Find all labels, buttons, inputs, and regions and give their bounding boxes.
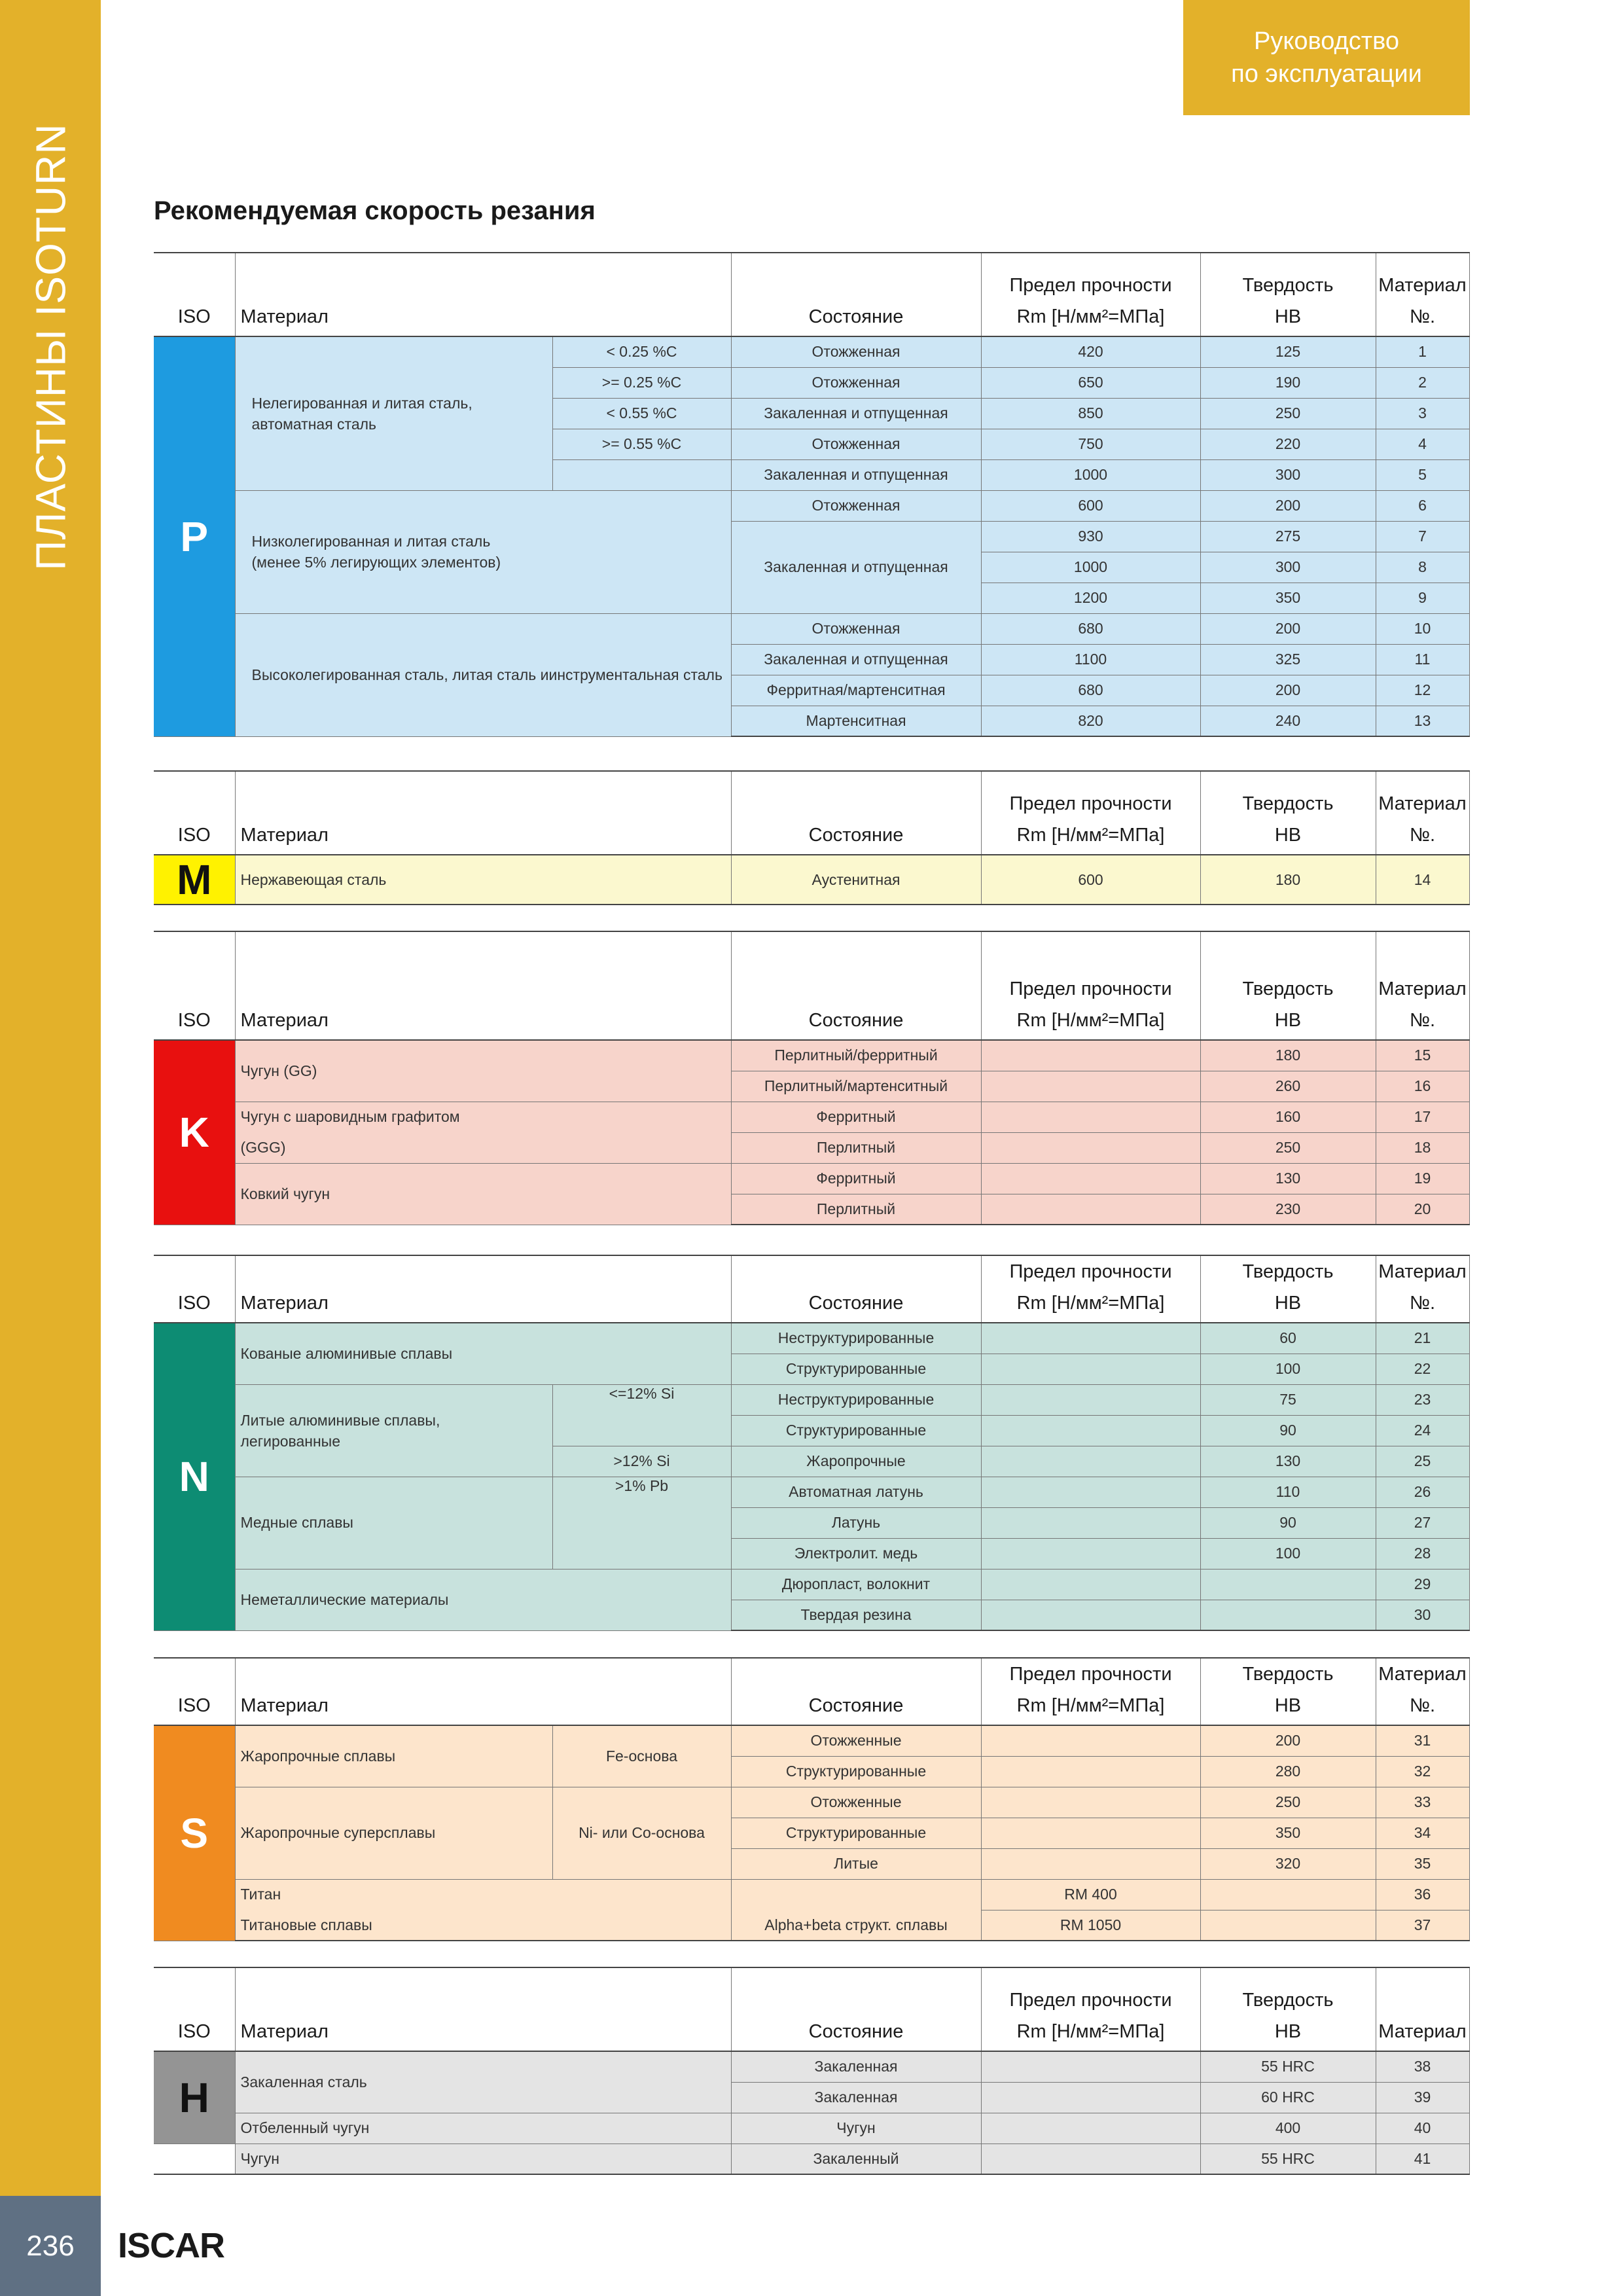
- table-row: Отбеленный чугун Чугун 400 40: [154, 2113, 1469, 2144]
- material-cell: Нелегированная и литая сталь, автоматная сталь: [235, 336, 552, 490]
- iso-badge-h: H: [154, 2051, 235, 2144]
- table-row: Электролит. медь 100 28: [154, 1538, 1469, 1569]
- table-row: M Нержавеющая сталь Аустенитная 600 180 14: [154, 855, 1469, 905]
- table-row: Медные сплавы >1% Pb Автоматная латунь 110 26: [154, 1477, 1469, 1507]
- table-row: Литые 320 35: [154, 1848, 1469, 1879]
- table-header: ISO Материал Состояние Предел прочности Rm [H/мм²=МПа] Твердость HB Материал №.: [154, 1255, 1469, 1323]
- table-row: Закаленная 60 HRC 39: [154, 2082, 1469, 2113]
- page-number: 236: [26, 2229, 75, 2262]
- table-row: K Чугун (GG) Перлитный/ферритный 180 15: [154, 1040, 1469, 1071]
- table-row: Титан RM 400 36: [154, 1879, 1469, 1910]
- table-s: [154, 1657, 1470, 1941]
- table-row: (GGG) Перлитный 250 18: [154, 1132, 1469, 1163]
- table-row: Перлитный 230 20: [154, 1194, 1469, 1225]
- side-title: ПЛАСТИНЫ ISOTURN: [27, 123, 75, 571]
- table-row: 1000 300 8: [154, 552, 1469, 583]
- table-row: H Закаленная сталь Закаленная 55 HRC 38: [154, 2051, 1469, 2082]
- table-row: 1200 350 9: [154, 583, 1469, 613]
- table-row: Ферритная/мартенситная 680 200 12: [154, 675, 1469, 706]
- header-iso: ISO: [154, 253, 235, 336]
- table-row: P Нелегированная и литая сталь, автоматная сталь < 0.25 %C Отожженная 420 125 1: [154, 336, 1469, 367]
- table-n: [154, 1255, 1470, 1631]
- header-strength: Предел прочности Rm [H/мм²=МПа]: [981, 253, 1200, 336]
- header-hardness: Твердость HB: [1200, 253, 1376, 336]
- table-row: Структурированные 350 34: [154, 1818, 1469, 1848]
- guide-line1: Руководство: [1253, 27, 1400, 55]
- table-row: Жаропрочные суперсплавы Ni- или Co-основа Отожженные 250 33: [154, 1787, 1469, 1818]
- table-row: >12% Si Жаропрочные 130 25: [154, 1446, 1469, 1477]
- table-row: Чугун Закаленный 55 HRC 41: [154, 2144, 1469, 2174]
- table-row: Структурированные 100 22: [154, 1354, 1469, 1384]
- table-row: >= 0.25 %C Отожженная 650 190 2: [154, 367, 1469, 398]
- table-header: ISO Материал Состояние Предел прочности Rm [H/мм²=МПа] Твердость HB Материал: [154, 1967, 1469, 2051]
- header-state: Состояние: [731, 253, 981, 336]
- table-row: Твердая резина 30: [154, 1600, 1469, 1630]
- table-row: S Жаропрочные сплавы Fe-основа Отожженные 200 31: [154, 1725, 1469, 1756]
- table-row: Латунь 90 27: [154, 1507, 1469, 1538]
- table-row: Структурированные 90 24: [154, 1415, 1469, 1446]
- brand-logo: ISCAR: [118, 2226, 225, 2265]
- table-header: ISO Материал Состояние Предел прочности Rm [H/мм²=МПа] Твердость HB Материал №.: [154, 771, 1469, 855]
- table-row: Закаленная и отпущенная 930 275 7: [154, 521, 1469, 552]
- table-row: Титановые сплавы Alpha+beta структ. сплавы RM 1050 37: [154, 1910, 1469, 1941]
- table-row: Структурированные 280 32: [154, 1756, 1469, 1787]
- table-row: Мартенситная 820 240 13: [154, 706, 1469, 736]
- table-header: ISO Материал Состояние Предел прочности Rm [H/мм²=МПа] Твердость HB Материал №.: [154, 1658, 1469, 1725]
- iso-badge-m: M: [154, 855, 235, 905]
- table-row: Закаленная и отпущенная 1000 300 5: [154, 459, 1469, 490]
- page-title: Рекомендуемая скорость резания: [154, 196, 596, 225]
- guide-badge: [1183, 0, 1470, 115]
- header-material: Материал: [235, 253, 731, 336]
- table-h: [154, 1967, 1470, 2175]
- iso-badge-n: N: [154, 1323, 235, 1630]
- iso-badge-k: K: [154, 1040, 235, 1225]
- table-header: ISO Материал Состояние Предел прочности Rm [H/мм²=МПа] Твердость HB Материал №.: [154, 931, 1469, 1040]
- material-cell: Высоколегированная сталь, литая сталь иинструментальная сталь: [235, 613, 731, 736]
- table-header: [154, 253, 1469, 336]
- table-p: [154, 252, 1470, 737]
- iso-badge-s: S: [154, 1725, 235, 1941]
- table-m: [154, 770, 1470, 905]
- table-row: Ковкий чугун Ферритный 130 19: [154, 1163, 1469, 1194]
- table-row: Чугун с шаровидным графитом Ферритный 160 17: [154, 1102, 1469, 1132]
- table-row: Закаленная и отпущенная 1100 325 11: [154, 644, 1469, 675]
- header-material-no: Материал №.: [1376, 253, 1469, 336]
- table-row: < 0.55 %C Закаленная и отпущенная 850 250 3: [154, 398, 1469, 429]
- table-k: [154, 931, 1470, 1225]
- table-row: Перлитный/мартенситный 260 16: [154, 1071, 1469, 1102]
- table-row: N Кованые алюминивые сплавы Неструктурированные 60 21: [154, 1323, 1469, 1354]
- table-row: >= 0.55 %C Отожженная 750 220 4: [154, 429, 1469, 459]
- iso-badge-p: P: [154, 336, 235, 736]
- table-row: Высоколегированная сталь, литая сталь иинструментальная сталь Отожженная 680 200 10: [154, 613, 1469, 644]
- table-row: Литые алюминивые сплавы, легированные <=12% Si Неструктурированные 75 23: [154, 1384, 1469, 1415]
- table-row: Неметаллические материалы Дюропласт, волокнит 29: [154, 1569, 1469, 1600]
- material-cell: Низколегированная и литая сталь (менее 5% легирующих элементов): [235, 490, 731, 613]
- guide-line2: по эксплуатации: [1231, 60, 1422, 88]
- table-row: Низколегированная и литая сталь (менее 5% легирующих элементов) Отожженная 600 200 6: [154, 490, 1469, 521]
